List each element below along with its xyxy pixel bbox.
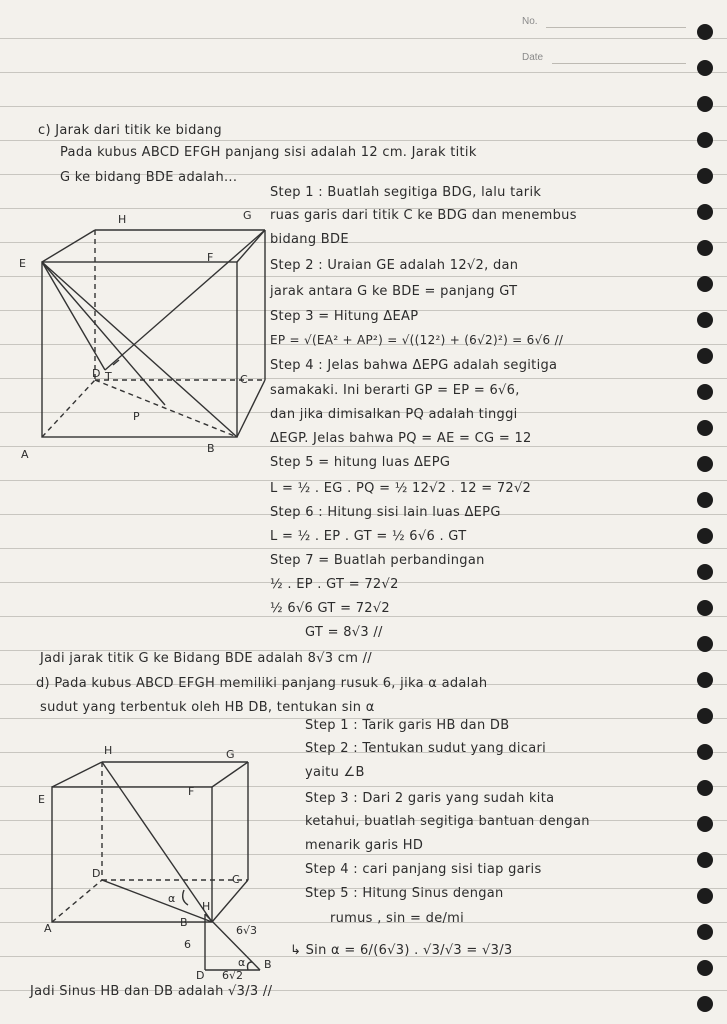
part-d-line: Step 3 : Dari 2 garis yang sudah kita (305, 791, 555, 806)
part-d-line: rumus , sin = de/mi (330, 911, 465, 926)
label-e: E (38, 793, 45, 806)
label-a: A (44, 922, 52, 935)
part-d-line: Step 1 : Tarik garis HB dan DB (305, 718, 510, 733)
part-c-line: Step 3 = Hitung ΔEAP (270, 309, 419, 324)
tri-side-db: 6√2 (222, 969, 244, 980)
tri-label-d: D (196, 969, 205, 980)
part-d-line: menarik garis HD (305, 838, 424, 853)
label-a: A (21, 448, 29, 460)
part-d-line: ketahui, buatlah segitiga bantuan dengan (305, 814, 590, 829)
no-line (546, 27, 686, 28)
binder-hole (697, 852, 713, 868)
binder-hole (697, 996, 713, 1012)
binder-hole (697, 456, 713, 472)
part-c-line: Step 7 = Buatlah perbandingan (270, 553, 485, 568)
part-c-line: Step 1 : Buatlah segitiga BDG, lalu tarik (270, 185, 542, 200)
binder-hole (697, 240, 713, 256)
tri-side-hb: 6√3 (236, 924, 258, 937)
label-b: B (207, 442, 215, 455)
tri-side-hd: 6 (184, 938, 191, 951)
label-f: F (188, 785, 195, 798)
binder-hole (697, 420, 713, 436)
date-label: Date (522, 52, 544, 63)
label-c: C (232, 873, 240, 886)
binder-hole (697, 744, 713, 760)
ruled-line (0, 72, 727, 73)
label-h: H (118, 213, 127, 226)
tri-alpha: α (238, 956, 246, 969)
binder-hole (697, 780, 713, 796)
part-c-line: EP = √(EA² + AP²) = √((12²) + (6√2)²) = 6√6 // (270, 333, 564, 347)
part-c-line: Step 4 : Jelas bahwa ΔEPG adalah segitiga (270, 358, 558, 373)
part-c-line: ruas garis dari titik C ke BDG dan menembus (270, 208, 577, 223)
part-d-title: d) Pada kubus ABCD EFGH memiliki panjang rusuk 6, jika α adalah (36, 676, 488, 691)
part-c-line: Step 6 : Hitung sisi lain luas ΔEPG (270, 505, 501, 520)
binder-hole (697, 312, 713, 328)
part-c-line: ½ . EP . GT = 72√2 (270, 577, 399, 592)
binder-hole (697, 564, 713, 580)
binder-hole (697, 348, 713, 364)
binder-hole (697, 24, 713, 40)
no-label: No. (522, 16, 538, 27)
tri-label-b: B (264, 958, 272, 971)
part-c-line: dan jika dimisalkan PQ adalah tinggi (270, 407, 518, 422)
binder-hole (697, 888, 713, 904)
binder-hole (697, 132, 713, 148)
ruled-line (0, 140, 727, 141)
part-c-line: samakaki. Ini berarti GP = EP = 6√6, (270, 383, 520, 398)
label-d: D (92, 367, 101, 380)
binder-hole (697, 924, 713, 940)
binder-hole (697, 276, 713, 292)
date-line (552, 63, 686, 64)
label-e: E (19, 257, 26, 270)
label-c: C (240, 373, 248, 386)
label-g: G (226, 748, 235, 761)
binder-hole (697, 636, 713, 652)
binder-hole (697, 204, 713, 220)
binder-hole (697, 672, 713, 688)
part-c-line: bidang BDE (270, 232, 349, 247)
part-c-line: jarak antara G ke BDE = panjang GT (270, 284, 518, 299)
binder-holes (691, 0, 719, 1024)
part-c-conclusion: Jadi jarak titik G ke Bidang BDE adalah 8√3 cm // (40, 651, 372, 666)
part-c-line: L = ½ . EG . PQ = ½ 12√2 . 12 = 72√2 (270, 481, 532, 496)
part-d-line: Step 4 : cari panjang sisi tiap garis (305, 862, 542, 877)
part-d-line: ↳ Sin α = 6/(6√3) . √3/√3 = √3/3 (290, 943, 513, 958)
label-g: G (243, 209, 252, 222)
ruled-line (0, 548, 727, 549)
part-c-line: ½ 6√6 GT = 72√2 (270, 601, 390, 616)
label-alpha: α (168, 892, 176, 905)
part-c-title: c) Jarak dari titik ke bidang (38, 123, 222, 138)
binder-hole (697, 168, 713, 184)
label-d: D (92, 867, 101, 880)
part-c-line: Step 2 : Uraian GE adalah 12√2, dan (270, 258, 519, 273)
tri-label-h: H (202, 900, 211, 913)
ruled-line (0, 38, 727, 39)
part-c-line: G ke bidang BDE adalah... (60, 170, 238, 185)
binder-hole (697, 960, 713, 976)
label-f: F (207, 251, 214, 264)
binder-hole (697, 384, 713, 400)
helper-triangle-d (160, 900, 290, 980)
label-h: H (104, 744, 113, 757)
part-c-line: Step 5 = hitung luas ΔEPG (270, 455, 451, 470)
part-d-line: sudut yang terbentuk oleh HB DB, tentukan sin α (40, 700, 375, 715)
ruled-line (0, 106, 727, 107)
part-d-line: Step 5 : Hitung Sinus dengan (305, 886, 504, 901)
label-t: T (105, 370, 112, 383)
part-c-line: Pada kubus ABCD EFGH panjang sisi adalah 12 cm. Jarak titik (60, 145, 477, 160)
part-c-line: L = ½ . EP . GT = ½ 6√6 . GT (270, 529, 467, 544)
part-d-line: Step 2 : Tentukan sudut yang dicari (305, 741, 547, 756)
binder-hole (697, 708, 713, 724)
binder-hole (697, 816, 713, 832)
cube-diagram-c (15, 205, 270, 460)
part-d-conclusion: Jadi Sinus HB dan DB adalah √3/3 // (30, 984, 273, 999)
binder-hole (697, 60, 713, 76)
binder-hole (697, 96, 713, 112)
ruled-line (0, 616, 727, 617)
label-p: P (133, 410, 140, 423)
part-d-line: yaitu ∠B (305, 765, 365, 780)
binder-hole (697, 528, 713, 544)
binder-hole (697, 492, 713, 508)
part-c-line: GT = 8√3 // (305, 625, 383, 640)
label-b: B (180, 916, 188, 929)
binder-hole (697, 600, 713, 616)
part-c-line: ΔEGP. Jelas bahwa PQ = AE = CG = 12 (270, 431, 532, 446)
